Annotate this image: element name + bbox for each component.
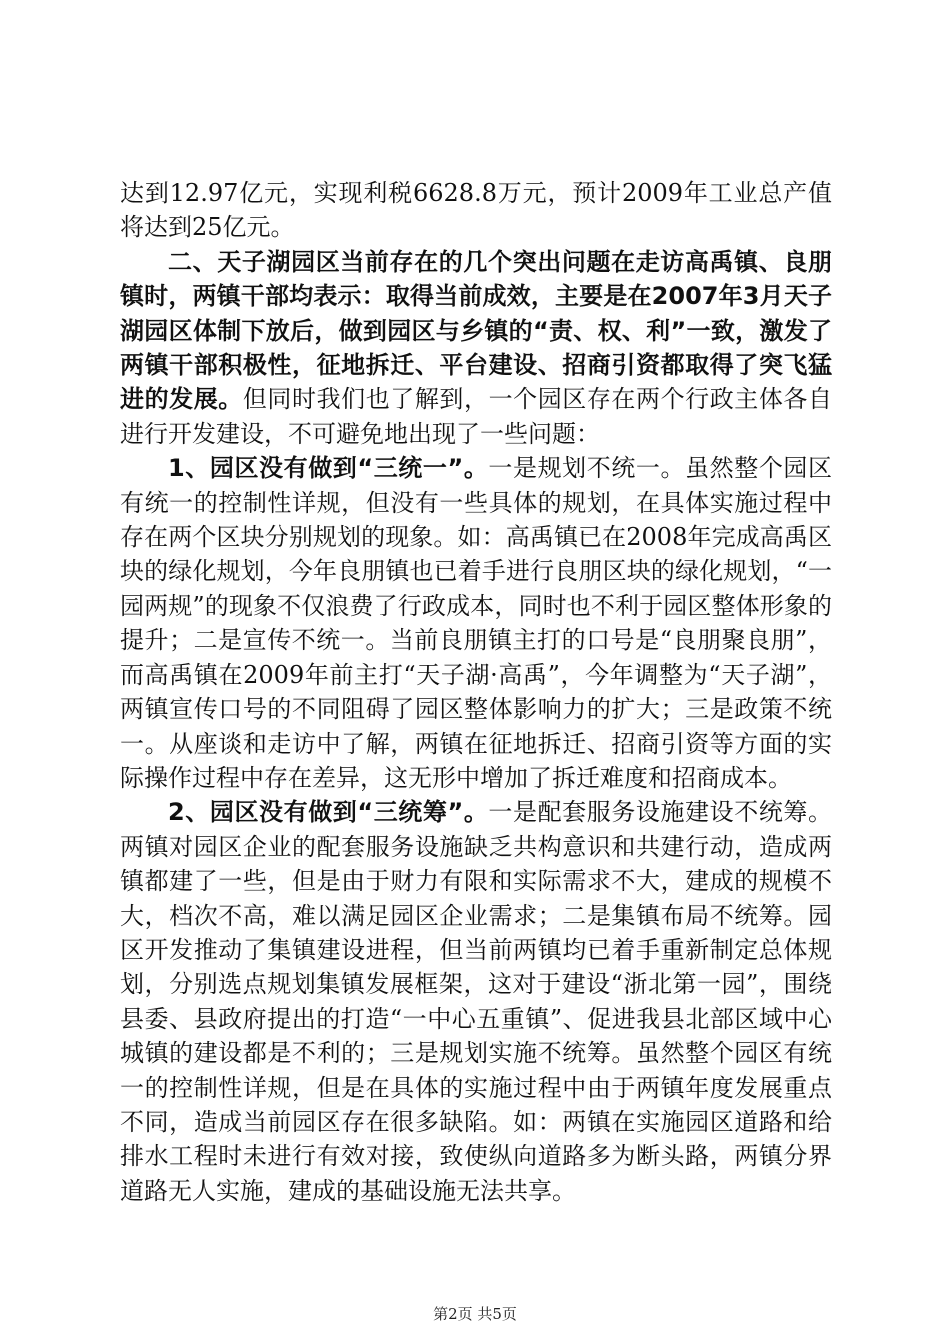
point-heading: 2、园区没有做到“三统筹”。 bbox=[168, 798, 489, 827]
paragraph-text: 一是规划不统一。虽然整个园区有统一的控制性详规，但没有一些具体的规划，在具体实施过程中存在两个区块分别规划的现象。如：高禹镇已在2008年完成高禹区块的绿化规划，今年良朋镇也已着手进行良朋区块的绿化规划，“一园两规”的现象不仅浪费了行政成本，同时也不利于园区整体形象的提升；二是宣传不统一。当前良朋镇主打的口号是“良朋聚良朋”，而高禹镇在2009年前主打“天子湖·高禹”，今年调整为“天子湖”，两镇宣传口号的不同阻碍了园区整体影响力的扩大；三是政策不统一。从座谈和走访中了解，两镇在征地拆迁、招商引资等方面的实际操作过程中存在差异，这无形中增加了拆迁难度和招商成本。 bbox=[120, 454, 833, 792]
paragraph-text: 一是配套服务设施建设不统筹。两镇对园区企业的配套服务设施缺乏共构意识和共建行动，造成两镇都建了一些，但是由于财力有限和实际需求不大，建成的规模不大，档次不高，难以满足园区企业需求；二是集镇布局不统筹。园区开发推动了集镇建设进程，但当前两镇均已着手重新制定总体规划，分别选点规划集镇发展框架，这对于建设“浙北第一园”，围绕县委、县政府提出的打造“一中心五重镇”、促进我县北部区域中心城镇的建设都是不利的；三是规划实施不统筹。虽然整个园区有统一的控制性详规，但是在具体的实施过程中由于两镇年度发展重点不同，造成当前园区存在很多缺陷。如：两镇在实施园区道路和给排水工程时未进行有效对接，致使纵向道路多为断头路，两镇分界道路无人实施，建成的基础设施无法共享。 bbox=[120, 798, 833, 1205]
document-body bbox=[120, 176, 832, 1208]
paragraph-text: 但同时我们也了解到，一个园区存在两个行政主体各自进行开发建设，不可避免地出现了一些问题： bbox=[120, 385, 833, 448]
point-heading: 1、园区没有做到“三统一”。 bbox=[168, 454, 489, 483]
page-footer: 第2页 共5页 bbox=[433, 1305, 517, 1323]
paragraph-point-two bbox=[120, 795, 832, 1208]
paragraph-continuation bbox=[120, 176, 832, 245]
section-heading: 二、天子湖园区当前存在的几个突出问题在走访高禹镇、良朋镇时，两镇干部均表示：取得当前成效，主要是在2007年3月天子湖园区体制下放后，做到园区与乡镇的“责、权、利”一致，激发了两镇干部积极性，征地拆迁、平台建设、招商引资都取得了突飞猛进的发展。 bbox=[120, 247, 832, 414]
paragraph-point-one bbox=[120, 451, 832, 795]
paragraph-section-two bbox=[120, 245, 832, 451]
paragraph-text: 达到12.97亿元，实现利税6628.8万元，预计2009年工业总产值将达到25亿元。 bbox=[120, 179, 832, 242]
